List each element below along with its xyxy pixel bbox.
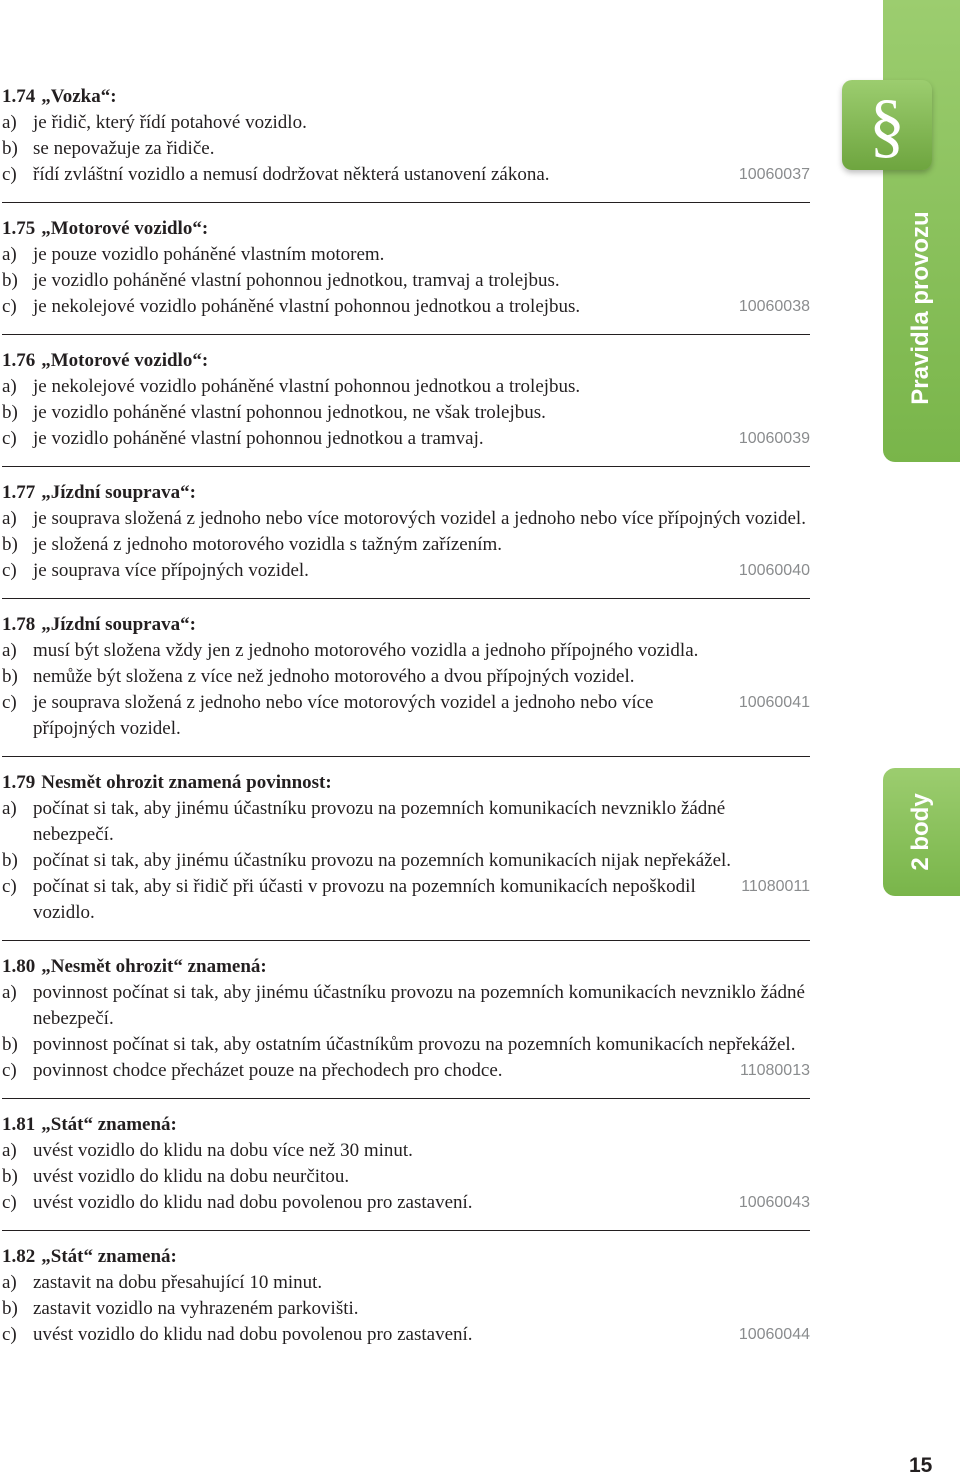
answer-option[interactable]	[2, 242, 810, 268]
option-text: je souprava složená z jednoho nebo více motorových vozidel a jednoho nebo více přípojných vozidel.	[33, 508, 806, 529]
sidebar-label-top: Pravidla provozu	[907, 211, 934, 405]
option-text: je nekolejové vozidlo poháněné vlastní pohonnou jednotkou a trolejbus.	[33, 296, 581, 317]
answer-option[interactable]	[2, 110, 810, 136]
option-text: počínat si tak, aby jinému účastníku provozu na pozemních komunikacích nijak nepřekážel.	[33, 850, 732, 871]
question-divider	[2, 940, 810, 941]
answer-option[interactable]	[2, 532, 810, 558]
option-text: je nekolejové vozidlo poháněné vlastní pohonnou jednotkou a trolejbus.	[33, 376, 581, 397]
question-number: 1.79	[2, 772, 36, 793]
option-text: je řidič, který řídí potahové vozidlo.	[33, 112, 307, 133]
answer-option[interactable]	[2, 400, 810, 426]
option-text: povinnost chodce přecházet pouze na přechodech pro chodce.	[33, 1060, 503, 1081]
answer-option[interactable]	[2, 980, 810, 1032]
option-text: uvést vozidlo do klidu na dobu neurčitou.	[33, 1166, 350, 1187]
option-letter: a)	[2, 798, 17, 819]
option-letter: a)	[2, 508, 17, 529]
question-title-text: „Jízdní souprava“:	[41, 614, 196, 635]
option-letter: c)	[2, 876, 17, 897]
question-code: 10060038	[738, 298, 810, 315]
page-number: 15	[909, 1454, 933, 1477]
answer-option[interactable]	[2, 796, 810, 848]
question-number: 1.74	[2, 86, 36, 107]
option-letter: b)	[2, 666, 18, 687]
option-letter: b)	[2, 1166, 18, 1187]
question-code: 10060037	[738, 166, 810, 183]
option-letter: c)	[2, 692, 17, 713]
question-divider	[2, 756, 810, 757]
option-text: uvést vozidlo do klidu na dobu více než 30 minut.	[33, 1140, 413, 1161]
option-text: nemůže být složena z více než jednoho motorového a dvou přípojných vozidel.	[33, 666, 635, 687]
answer-option[interactable]	[2, 874, 810, 926]
answer-option[interactable]	[2, 1138, 810, 1164]
option-text: povinnost počínat si tak, aby ostatním účastníkům provozu na pozemních komunikacích nepřekážel.	[33, 1034, 796, 1055]
option-text: je souprava více přípojných vozidel.	[33, 560, 309, 581]
option-text: povinnost počínat si tak, aby jinému účastníku provozu na pozemních komunikacích nevzniklo žádné nebezpečí.	[33, 982, 805, 1029]
question-code: 10060043	[738, 1194, 810, 1211]
option-letter: c)	[2, 428, 17, 449]
question-item	[2, 480, 810, 586]
question-title-text: „Motorové vozidlo“:	[41, 218, 209, 239]
option-text: počínat si tak, aby si řidič při účasti v provozu na pozemních komunikacích nepoškodil vozidlo.	[33, 876, 696, 923]
question-item	[2, 1244, 810, 1350]
option-letter: a)	[2, 244, 17, 265]
option-letter: b)	[2, 402, 18, 423]
option-letter: b)	[2, 534, 18, 555]
answer-option[interactable]	[2, 506, 810, 532]
question-title	[2, 216, 810, 242]
question-item	[2, 770, 810, 928]
question-code: 10060041	[738, 694, 810, 711]
question-title	[2, 480, 810, 506]
question-title	[2, 348, 810, 374]
option-letter: b)	[2, 1298, 18, 1319]
sidebar-label-bottom: 2 body	[907, 793, 934, 871]
question-title	[2, 84, 810, 110]
question-code: 11080011	[741, 878, 810, 895]
answer-option[interactable]	[2, 136, 810, 162]
question-number: 1.80	[2, 956, 36, 977]
answer-option[interactable]	[2, 426, 810, 452]
option-letter: a)	[2, 112, 17, 133]
question-number: 1.77	[2, 482, 36, 503]
option-text: uvést vozidlo do klidu nad dobu povolenou pro zastavení.	[33, 1192, 473, 1213]
section-symbol-icon	[842, 80, 932, 170]
option-text: je složená z jednoho motorového vozidla s tažným zařízením.	[33, 534, 503, 555]
question-item	[2, 612, 810, 744]
option-letter: a)	[2, 982, 17, 1003]
option-letter: c)	[2, 1192, 17, 1213]
option-text: zastavit vozidlo na vyhrazeném parkovišti.	[33, 1298, 359, 1319]
answer-option[interactable]	[2, 1164, 810, 1190]
answer-option[interactable]	[2, 1296, 810, 1322]
answer-option[interactable]	[2, 1270, 810, 1296]
section-symbol: §	[869, 85, 905, 165]
answer-option[interactable]	[2, 374, 810, 400]
answer-option[interactable]	[2, 1032, 810, 1058]
question-code: 11080013	[740, 1062, 810, 1079]
option-letter: b)	[2, 1034, 18, 1055]
option-text: řídí zvláštní vozidlo a nemusí dodržovat některá ustanovení zákona.	[33, 164, 550, 185]
option-letter: c)	[2, 296, 17, 317]
option-text: musí být složena vždy jen z jednoho motorového vozidla a jednoho přípojného vozidla.	[33, 640, 699, 661]
answer-option[interactable]	[2, 268, 810, 294]
question-number: 1.75	[2, 218, 36, 239]
question-divider	[2, 1230, 810, 1231]
option-letter: c)	[2, 164, 17, 185]
option-text: zastavit na dobu přesahující 10 minut.	[33, 1272, 323, 1293]
option-text: počínat si tak, aby jinému účastníku provozu na pozemních komunikacích nevzniklo žádné nebezpečí.	[33, 798, 726, 845]
question-divider	[2, 334, 810, 335]
question-title	[2, 1112, 810, 1138]
question-title	[2, 1244, 810, 1270]
question-list	[2, 84, 810, 1350]
answer-option[interactable]	[2, 558, 810, 584]
answer-option[interactable]	[2, 1322, 810, 1348]
option-text: je vozidlo poháněné vlastní pohonnou jednotkou a tramvaj.	[33, 428, 484, 449]
question-title-text: „Motorové vozidlo“:	[41, 350, 209, 371]
option-text: se nepovažuje za řidiče.	[33, 138, 215, 159]
question-divider	[2, 598, 810, 599]
option-letter: a)	[2, 1272, 17, 1293]
question-number: 1.78	[2, 614, 36, 635]
question-title-text: Nesmět ohrozit znamená povinnost:	[41, 772, 332, 793]
question-number: 1.81	[2, 1114, 36, 1135]
question-title	[2, 954, 810, 980]
question-item	[2, 1112, 810, 1218]
question-divider	[2, 202, 810, 203]
question-divider	[2, 1098, 810, 1099]
option-letter: b)	[2, 138, 18, 159]
answer-option[interactable]	[2, 294, 810, 320]
option-text: uvést vozidlo do klidu nad dobu povolenou pro zastavení.	[33, 1324, 473, 1345]
answer-option[interactable]	[2, 162, 810, 188]
question-title	[2, 770, 810, 796]
question-title-text: „Stát“ znamená:	[41, 1246, 177, 1267]
answer-option[interactable]	[2, 1058, 810, 1084]
question-title-text: „Nesmět ohrozit“ znamená:	[41, 956, 267, 977]
answer-option[interactable]	[2, 1190, 810, 1216]
option-letter: c)	[2, 1060, 17, 1081]
question-title-text: „Stát“ znamená:	[41, 1114, 177, 1135]
option-text: je vozidlo poháněné vlastní pohonnou jednotkou, tramvaj a trolejbus.	[33, 270, 560, 291]
question-item	[2, 954, 810, 1086]
question-number: 1.82	[2, 1246, 36, 1267]
answer-option[interactable]	[2, 690, 810, 742]
option-letter: c)	[2, 560, 17, 581]
question-number: 1.76	[2, 350, 36, 371]
answer-option[interactable]	[2, 664, 810, 690]
option-text: je souprava složená z jednoho nebo více motorových vozidel a jednoho nebo více přípojných vozidel.	[33, 692, 654, 739]
question-item	[2, 84, 810, 190]
question-divider	[2, 466, 810, 467]
option-text: je vozidlo poháněné vlastní pohonnou jednotkou, ne však trolejbus.	[33, 402, 546, 423]
option-letter: a)	[2, 1140, 17, 1161]
option-letter: a)	[2, 376, 17, 397]
answer-option[interactable]	[2, 848, 810, 874]
option-letter: c)	[2, 1324, 17, 1345]
question-code: 10060044	[738, 1326, 810, 1343]
option-text: je pouze vozidlo poháněné vlastním motorem.	[33, 244, 385, 265]
question-code: 10060039	[738, 430, 810, 447]
question-title	[2, 612, 810, 638]
question-item	[2, 348, 810, 454]
option-letter: b)	[2, 270, 18, 291]
question-item	[2, 216, 810, 322]
answer-option[interactable]	[2, 638, 810, 664]
question-code: 10060040	[738, 562, 810, 579]
option-letter: a)	[2, 640, 17, 661]
option-letter: b)	[2, 850, 18, 871]
question-title-text: „Jízdní souprava“:	[41, 482, 196, 503]
question-title-text: „Vozka“:	[41, 86, 117, 107]
